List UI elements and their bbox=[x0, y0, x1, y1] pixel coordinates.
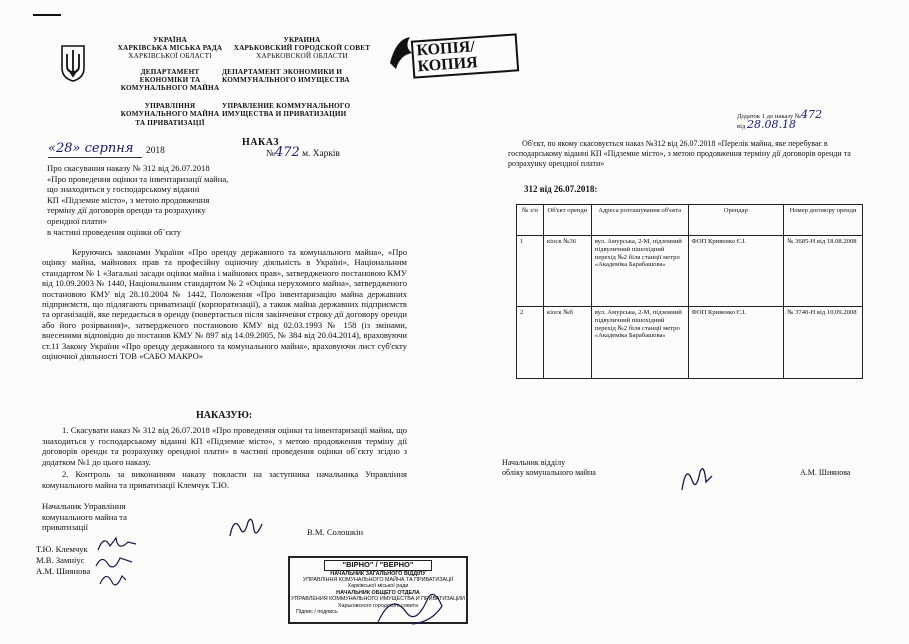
subject-line: що знаходиться у господарському віданні bbox=[47, 184, 200, 195]
header-ua-line: УПРАВЛІННЯ bbox=[144, 102, 196, 111]
subject-line: Про скасування наказу № 312 від 26.07.2018 bbox=[47, 163, 210, 173]
head-label-line: комунального майна та bbox=[42, 511, 127, 522]
nakazuyu-heading: НАКАЗУЮ: bbox=[196, 410, 253, 421]
subject-line: в частині проведення оцінки об`єкту bbox=[47, 226, 182, 237]
stamp-line: УПРАВЛІННЯ КОМУНАЛЬНОГО МАЙНА ТА ПРИВАТИЗАЦІЇ bbox=[302, 576, 454, 583]
stamp-line: НАЧАЛЬНИК ЗАГАЛЬНОГО ВІДДІЛУ bbox=[330, 570, 426, 577]
header-ua-line: ХАРКІВСЬКОЇ ОБЛАСТІ bbox=[128, 52, 212, 61]
table-cell: ФОП Кривенко Є.І. bbox=[688, 307, 784, 379]
order-title: НАКАЗ bbox=[242, 137, 280, 148]
table-row bbox=[517, 236, 863, 307]
header-ru-line: ХАРЬКОВСКОЙ ОБЛАСТИ bbox=[256, 52, 348, 61]
appendix-intro: Об'єкт, по якому скасовується наказ №312 від 26.07.2018 «Перелік майна, яке перебуває в господарському віданні КП «Підземне місто», з метою продовження терміну дії договорів оренди та розрахунку орендної плати» bbox=[508, 139, 851, 168]
order-number-handwritten: 472 bbox=[274, 145, 300, 160]
order-body: Керуючись законами України «Про оренду державного та комунального майна», «Про оцінку майна, майнових прав та професійну оціночну діяльність в Україні», Національним стандартом № 1 «Загальні засади оцінки майна і майнових прав», затвердженого постановою КМУ від 10.09.2003 № 1440, Національним стандартом № 2 «Оцінка нерухомого майна», затвердженого постановою КМУ від 28.10.2004 № 1442, Положення «Про інвентаризацію майна державних підприємств, що підлягають приватизації (корпоратизації), а також майна державних підприємств та організацій, яке передається в оренду (повертається після закінчення строку дії договору оренди або його розірвання)», затвердженого постановою КМУ від 02.03.1993 № 158 (із змінами, внесеними відповідно до постанов КМУ № 897 від 14.09.2005, № 384 від 20.04.2014), враховуючи ст.11 Закону України «Про оренду державного та комунального майна», враховуючи лист суб'єкту оціночної діяльності ТОВ «САБО МАКРО» bbox=[42, 247, 407, 362]
appendix-table bbox=[516, 204, 863, 379]
order-date-handwritten: «28» серпня bbox=[48, 141, 134, 156]
appendix-signer-name: А.М. Шиянова bbox=[800, 468, 851, 477]
header-ru-line: УПРАВЛЕНИЕ КОММУНАЛЬНОГО bbox=[222, 102, 351, 111]
table-header-cell: Об'єкт оренди bbox=[543, 205, 591, 236]
appendix-ref-date: 28.08.18 bbox=[746, 118, 796, 131]
table-cell: № 3685-Н від 18.08.2008 bbox=[784, 236, 863, 307]
table-cell: ФОП Кривенко Є.І. bbox=[688, 236, 784, 307]
order-item-1: 1. Скасувати наказ № 312 від 26.07.2018 «Про проведення оцінки та інвентаризації майна, що знаходиться у господарському віданні КП «Підземне місто», з метою продовження терміну дії договорів оренди та розрахунку орендної плати» в частині проведення оцінки об`єкту згідно з додатком №1 до цього наказу. bbox=[42, 425, 407, 467]
header-ua-line: УКРАЇНА bbox=[152, 36, 188, 44]
visa-name: А.М. Шиянова bbox=[36, 566, 91, 576]
subject-line: терміну дії договорів оренди та розрахунку bbox=[47, 205, 206, 216]
header-ru-line: КОММУНАЛЬНОГО ИМУЩЕСТВА bbox=[222, 75, 350, 84]
appendix-ref-number: 472 bbox=[801, 108, 823, 121]
header-ru bbox=[222, 36, 382, 118]
header-ua-line: КОМУНАЛЬНОГО МАЙНА bbox=[120, 110, 220, 119]
table-cell: вул. Амурська, 2-М, підземний підвуличний пішохідний перехід №2 біля станції метро «Академіка Барабашова» bbox=[591, 307, 688, 379]
appendix-signer-label-line: Начальник відділу bbox=[502, 458, 566, 467]
order-date-underline bbox=[48, 157, 142, 158]
appendix-signer-label-line: обліку комунального майна bbox=[502, 468, 596, 477]
table-cell: кіоск №б bbox=[543, 307, 591, 379]
head-label-line: приватизації bbox=[42, 522, 88, 533]
table-header-cell: Орендар bbox=[688, 205, 784, 236]
table-header-cell: Номер договору оренди bbox=[784, 205, 863, 236]
header-ua-line: ДЕПАРТАМЕНТ bbox=[140, 67, 200, 76]
order-item-2: 2. Контроль за виконанням наказу покласти на заступника начальника Управління комунального майна та приватизації Клемчук Т.Ю. bbox=[42, 469, 407, 490]
header-ru-line: УКРАИНА bbox=[283, 36, 321, 44]
table-header-row bbox=[517, 205, 863, 236]
header-ua-line: КОМУНАЛЬНОГО МАЙНА bbox=[120, 84, 220, 93]
order-city: м. Харків bbox=[302, 149, 340, 159]
header-ua-line: ХАРКІВСЬКА МІСЬКА РАДА bbox=[117, 44, 223, 53]
header-ru-line: ДЕПАРТАМЕНТ ЭКОНОМИКИ И bbox=[222, 67, 343, 76]
coat-of-arms-icon bbox=[60, 44, 86, 82]
table-cell: № 3740-Н від 10.09.2008 bbox=[784, 307, 863, 379]
header-ua-line: ЕКОНОМІКИ ТА bbox=[139, 75, 201, 84]
table-cell: кіоск №36 bbox=[543, 236, 591, 307]
appendix-ref-label: Додаток 1 до наказу № bbox=[737, 113, 802, 120]
stamp-line: Харьковского городского совета bbox=[337, 602, 419, 609]
head-label-line: Начальник Управління bbox=[42, 501, 126, 511]
stamp-line: НАЧАЛЬНИК ОБЩЕГО ОТДЕЛА bbox=[336, 589, 420, 596]
stamp-line: Харківської міської ради bbox=[347, 583, 409, 590]
subject-line: КП «Підземне місто», з метою продовження bbox=[47, 194, 210, 205]
table-header-cell: Адреса розташування об'єкта bbox=[591, 205, 688, 236]
stamp-line: "ВІРНО" / "ВЕРНО" bbox=[324, 560, 432, 571]
order-number-prefix: № bbox=[266, 149, 275, 159]
head-label bbox=[42, 501, 127, 533]
appendix-ref-date-prefix: від bbox=[737, 123, 746, 130]
table-cell: 1 bbox=[517, 236, 544, 307]
table-cell: вул. Амурська, 2-М, підземний підвуличний пішохідний перехід №2 біля станції метро «Академіка Барабашова» bbox=[591, 236, 688, 307]
order-number bbox=[266, 147, 340, 160]
stamp-line: УПРАВЛЕНИЯ КОММУНАЛЬНОГО ИМУЩЕСТВА И ПРИВАТИЗАЦИИ bbox=[291, 596, 465, 603]
visa-name: М.В. Замніус bbox=[36, 555, 85, 565]
order-year: 2018 bbox=[146, 146, 165, 156]
header-ru-line: ХАРЬКОВСКИЙ ГОРОДСКОЙ СОВЕТ bbox=[233, 44, 371, 53]
copy-stamp bbox=[386, 33, 510, 75]
appendix-table-title: 312 від 26.07.2018: bbox=[524, 184, 598, 194]
subject-line: «Про проведення оцінки та інвентаризації майна, bbox=[47, 173, 229, 184]
table-header-cell: № з/п bbox=[517, 205, 544, 236]
top-mark bbox=[33, 14, 61, 16]
copy-stamp-text: КОПІЯ/КОПИЯ bbox=[411, 33, 519, 78]
appendix-signature bbox=[676, 458, 716, 503]
header-ru-line: ИМУЩЕСТВА И ПРИВАТИЗАЦИИ bbox=[222, 110, 347, 119]
subject-line: орендної плати» bbox=[47, 215, 107, 226]
table-cell: 2 bbox=[517, 307, 544, 379]
header-ua-line: ТА ПРИВАТИЗАЦІЇ bbox=[135, 118, 205, 127]
visa-signatures bbox=[92, 532, 164, 599]
appendix-ref bbox=[737, 108, 823, 131]
head-name: В.М. Солошкін bbox=[307, 527, 364, 537]
appendix-signer-label bbox=[502, 458, 596, 478]
stamp-signature bbox=[372, 582, 452, 637]
table-row bbox=[517, 307, 863, 379]
head-signature bbox=[226, 512, 266, 547]
visa-name: Т.Ю. Клемчук bbox=[36, 544, 88, 554]
stamp-line: Підпис / подпись bbox=[296, 608, 338, 615]
visas bbox=[36, 544, 90, 577]
order-subject bbox=[47, 163, 277, 237]
